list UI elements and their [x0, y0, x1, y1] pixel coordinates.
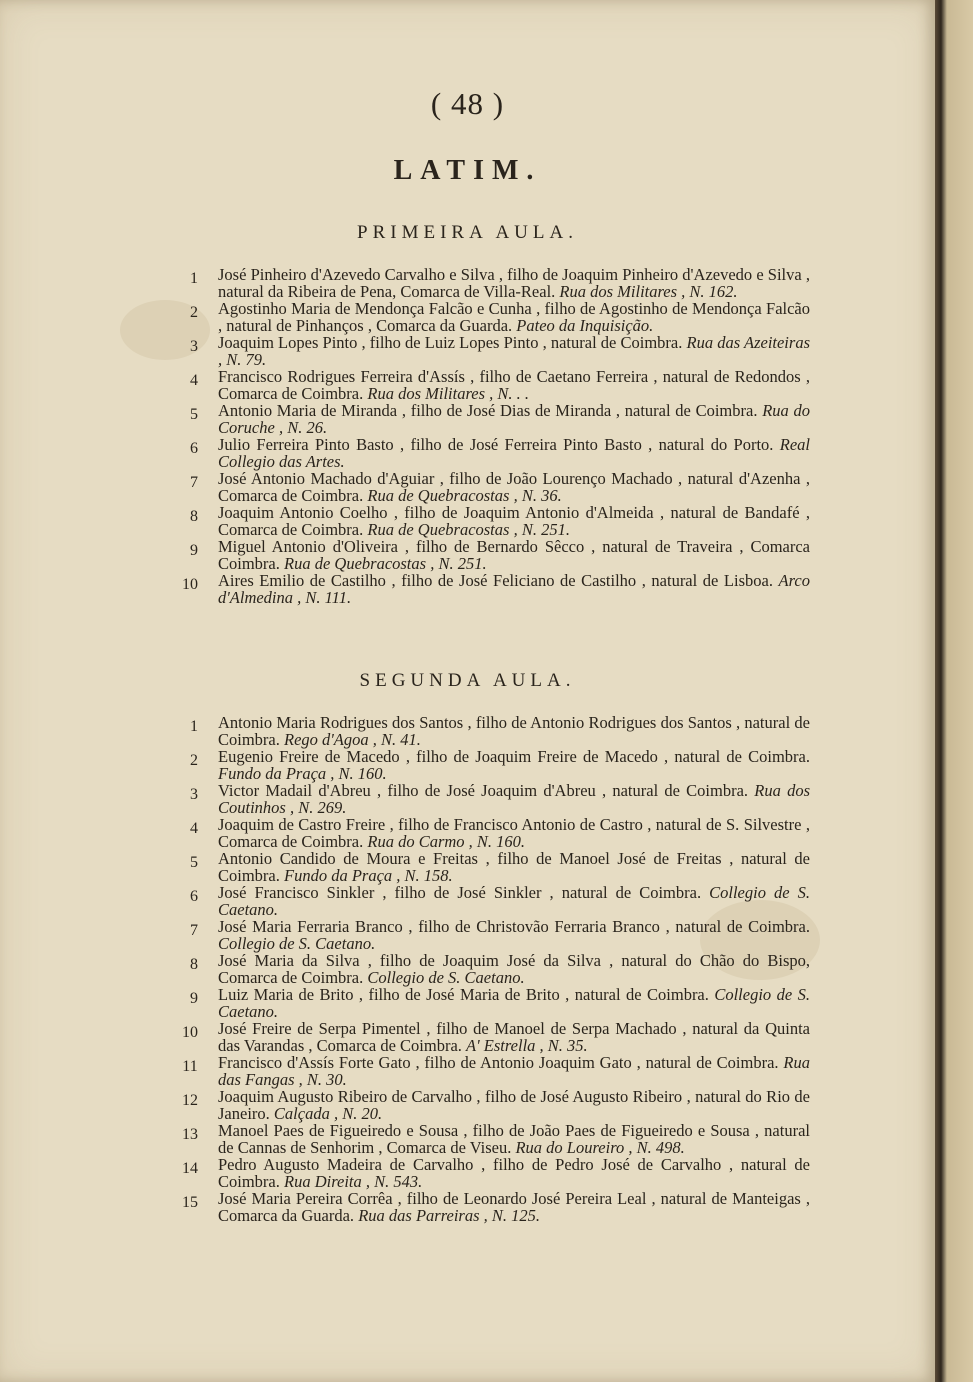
list-item — [190, 504, 810, 538]
entry-text: Joaquim Augusto Ribeiro de Carvalho , filho de José Augusto Ribeiro , natural do Rio de Janeiro. — [218, 1087, 810, 1123]
entry-address: Rua de Quebracostas , N. 251. — [284, 554, 487, 573]
list-item — [190, 470, 810, 504]
list-item — [190, 300, 810, 334]
entry-address: Collegio de S. Caetano. — [367, 968, 525, 987]
entry-text: Pedro Augusto Madeira de Carvalho , filho de Pedro José de Carvalho , natural de Coimbra. — [218, 1155, 810, 1191]
entry-address: Fundo da Praça , N. 158. — [284, 866, 453, 885]
entry-address: Arco d'Almedina , N. 111. — [218, 571, 810, 607]
entry-text: Francisco Rodrigues Ferreira d'Assís , filho de Caetano Ferreira , natural de Redondos , Comarca de Coimbra. — [218, 367, 810, 403]
entry-text: Joaquim Lopes Pinto , filho de Luiz Lopes Pinto , natural de Coimbra. — [218, 333, 687, 352]
entry-number: 8 — [190, 956, 198, 973]
entry-number: 1 — [190, 718, 198, 735]
entry-address: Collegio de S. Caetano. — [218, 883, 811, 919]
entry-address: Rua do Coruche , N. 26. — [218, 401, 810, 437]
list-item — [190, 884, 810, 918]
entry-number: 7 — [190, 922, 198, 939]
list-item — [190, 748, 810, 782]
entry-number: 4 — [190, 372, 198, 389]
entry-address: Real Collegio das Artes. — [218, 435, 810, 471]
list-item — [190, 782, 810, 816]
entry-number: 9 — [190, 990, 198, 1007]
entry-address: Rua das Parreiras , N. 125. — [358, 1206, 541, 1225]
entry-number: 13 — [182, 1126, 198, 1143]
list-item — [190, 402, 810, 436]
list-item — [190, 714, 810, 748]
entry-address: Rua do Loureiro , N. 498. — [515, 1138, 685, 1157]
entry-number: 12 — [182, 1092, 198, 1109]
entry-text: Luiz Maria de Brito , filho de José Maria de Brito , natural de Coimbra. — [218, 985, 715, 1004]
page-title: LATIM. — [393, 155, 542, 186]
entry-number: 1 — [190, 270, 198, 287]
entry-text: Miguel Antonio d'Oliveira , filho de Bernardo Sêcco , natural de Traveira , Comarca Coimbra. — [218, 537, 810, 573]
entry-text: Victor Madail d'Abreu , filho de José Joaquim d'Abreu , natural de Coimbra. — [218, 781, 755, 800]
list-item — [182, 1019, 810, 1055]
entry-text: Joaquim Antonio Coelho , filho de Joaquim Antonio d'Almeida , natural de Bandafé , Comarca de Coimbra. — [218, 503, 810, 539]
list-item — [190, 918, 810, 952]
entry-text: José Maria Pereira Corrêa , filho de Leonardo José Pereira Leal , natural de Manteigas , Comarca da Guarda. — [218, 1189, 810, 1225]
entry-text: Antonio Candido de Moura e Freitas , filho de Manoel José de Freitas , natural de Coimbra. — [218, 849, 810, 885]
entry-address: Rua do Carmo , N. 160. — [367, 832, 526, 851]
entry-number: 3 — [190, 786, 198, 803]
entry-number: 5 — [190, 854, 198, 871]
list-item — [182, 571, 810, 607]
entry-number: 10 — [182, 576, 198, 593]
entry-text: José Francisco Sinkler , filho de José Sinkler , natural de Coimbra. — [218, 883, 710, 902]
entry-text: José Pinheiro d'Azevedo Carvalho e Silva , filho de Joaquim Pinheiro d'Azevedo e Silva , natural da Ribeira de Pena, Comarca de Villa-Real. — [218, 265, 810, 301]
entry-number: 3 — [190, 338, 198, 355]
list-item — [190, 816, 810, 850]
list-item — [182, 1121, 810, 1157]
entry-number: 15 — [182, 1194, 198, 1211]
list-item — [190, 436, 810, 470]
entry-address: Rua dos Coutinhos , N. 269. — [218, 781, 810, 817]
entry-text: José Freire de Serpa Pimentel , filho de Manoel de Serpa Machado , natural da Quinta das Varandas , Comarca de Coimbra. — [218, 1019, 810, 1055]
entry-text: Eugenio Freire de Macedo , filho de Joaquim Freire de Macedo , natural de Coimbra. — [218, 747, 810, 766]
list-item — [190, 850, 810, 884]
entry-address: Rua Direita , N. 543. — [284, 1172, 423, 1191]
entry-number: 4 — [190, 820, 198, 837]
entry-address: Rua dos Militares , N. . . — [367, 384, 530, 403]
entry-number: 8 — [190, 508, 198, 525]
list-item — [190, 952, 810, 986]
entry-address: Rua das Azeiteiras , N. 79. — [218, 333, 810, 369]
entry-number: 9 — [190, 542, 198, 559]
entry-text: Francisco d'Assís Forte Gato , filho de Antonio Joaquim Gato , natural de Coimbra. — [218, 1053, 784, 1072]
section-heading-primeira: PRIMEIRA AULA. — [357, 222, 578, 243]
student-list-primeira — [182, 265, 810, 607]
entry-address: Fundo da Praça , N. 160. — [218, 764, 387, 783]
list-item — [190, 538, 810, 572]
entry-address: Collegio de S. Caetano. — [218, 934, 376, 953]
entry-address: Rego d'Agoa , N. 41. — [284, 730, 421, 749]
entry-text: José Antonio Machado d'Aguiar , filho de João Lourenço Machado , natural d'Azenha , Comarca de Coimbra. — [218, 469, 810, 505]
entry-address: A' Estrella , N. 35. — [466, 1036, 588, 1055]
page-number: ( 48 ) — [430, 86, 505, 121]
entry-number: 14 — [182, 1160, 198, 1177]
section-heading-segunda: SEGUNDA AULA. — [359, 670, 576, 691]
entry-address: Rua dos Militares , N. 162. — [559, 282, 738, 301]
entry-text: Antonio Maria de Miranda , filho de José Dias de Miranda , natural de Coimbra. — [218, 401, 763, 420]
entry-number: 10 — [182, 1024, 198, 1041]
list-item — [190, 368, 810, 402]
list-item — [182, 1155, 810, 1191]
list-item — [182, 1053, 810, 1089]
entry-text: José Maria Ferraria Branco , filho de Christovão Ferraria Branco , natural de Coimbra. — [218, 917, 810, 936]
book-spine — [935, 0, 973, 1382]
entry-text: Manoel Paes de Figueiredo e Sousa , filho de João Paes de Figueiredo e Sousa , natural de Cannas de Senhorim , Comarca de Viseu. — [218, 1121, 810, 1157]
entry-address: Calçada , N. 20. — [273, 1104, 383, 1123]
entry-number: 2 — [190, 752, 198, 769]
entry-number: 7 — [190, 474, 198, 491]
entry-address: Collegio de S. Caetano. — [218, 985, 810, 1021]
entry-number: 6 — [190, 888, 198, 905]
entry-address: Rua de Quebracostas , N. 36. — [367, 486, 562, 505]
entry-number: 2 — [190, 304, 198, 321]
list-item — [190, 986, 810, 1020]
entry-text: Julio Ferreira Pinto Basto , filho de José Ferreira Pinto Basto , natural do Porto. — [218, 435, 780, 454]
entry-address: Rua de Quebracostas , N. 251. — [367, 520, 570, 539]
list-item — [182, 1087, 810, 1123]
list-item — [190, 266, 810, 300]
list-item — [190, 334, 810, 368]
entry-text: José Maria da Silva , filho de Joaquim José da Silva , natural do Chão do Bispo, Comarca de Coimbra. — [218, 951, 810, 987]
entry-number: 11 — [182, 1058, 198, 1075]
entry-address: Pateo da Inquisição. — [516, 316, 654, 335]
entry-number: 5 — [190, 406, 198, 423]
entry-text: Joaquim de Castro Freire , filho de Francisco Antonio de Castro , natural de S. Silvestre , Comarca de Coimbra. — [218, 815, 810, 851]
entry-text: Antonio Maria Rodrigues dos Santos , filho de Antonio Rodrigues dos Santos , natural de Coimbra. — [218, 713, 810, 749]
list-item — [182, 1189, 810, 1225]
entry-text: Aires Emilio de Castilho , filho de José Feliciano de Castilho , natural de Lisboa. — [218, 571, 779, 590]
entry-address: Rua das Fangas , N. 30. — [218, 1053, 810, 1089]
student-list-segunda — [182, 713, 811, 1225]
entry-number: 6 — [190, 440, 198, 457]
entry-text: Agostinho Maria de Mendonça Falcão e Cunha , filho de Agostinho de Mendonça Falcão , natural de Pinhanços , Comarca da Guarda. — [218, 299, 810, 335]
